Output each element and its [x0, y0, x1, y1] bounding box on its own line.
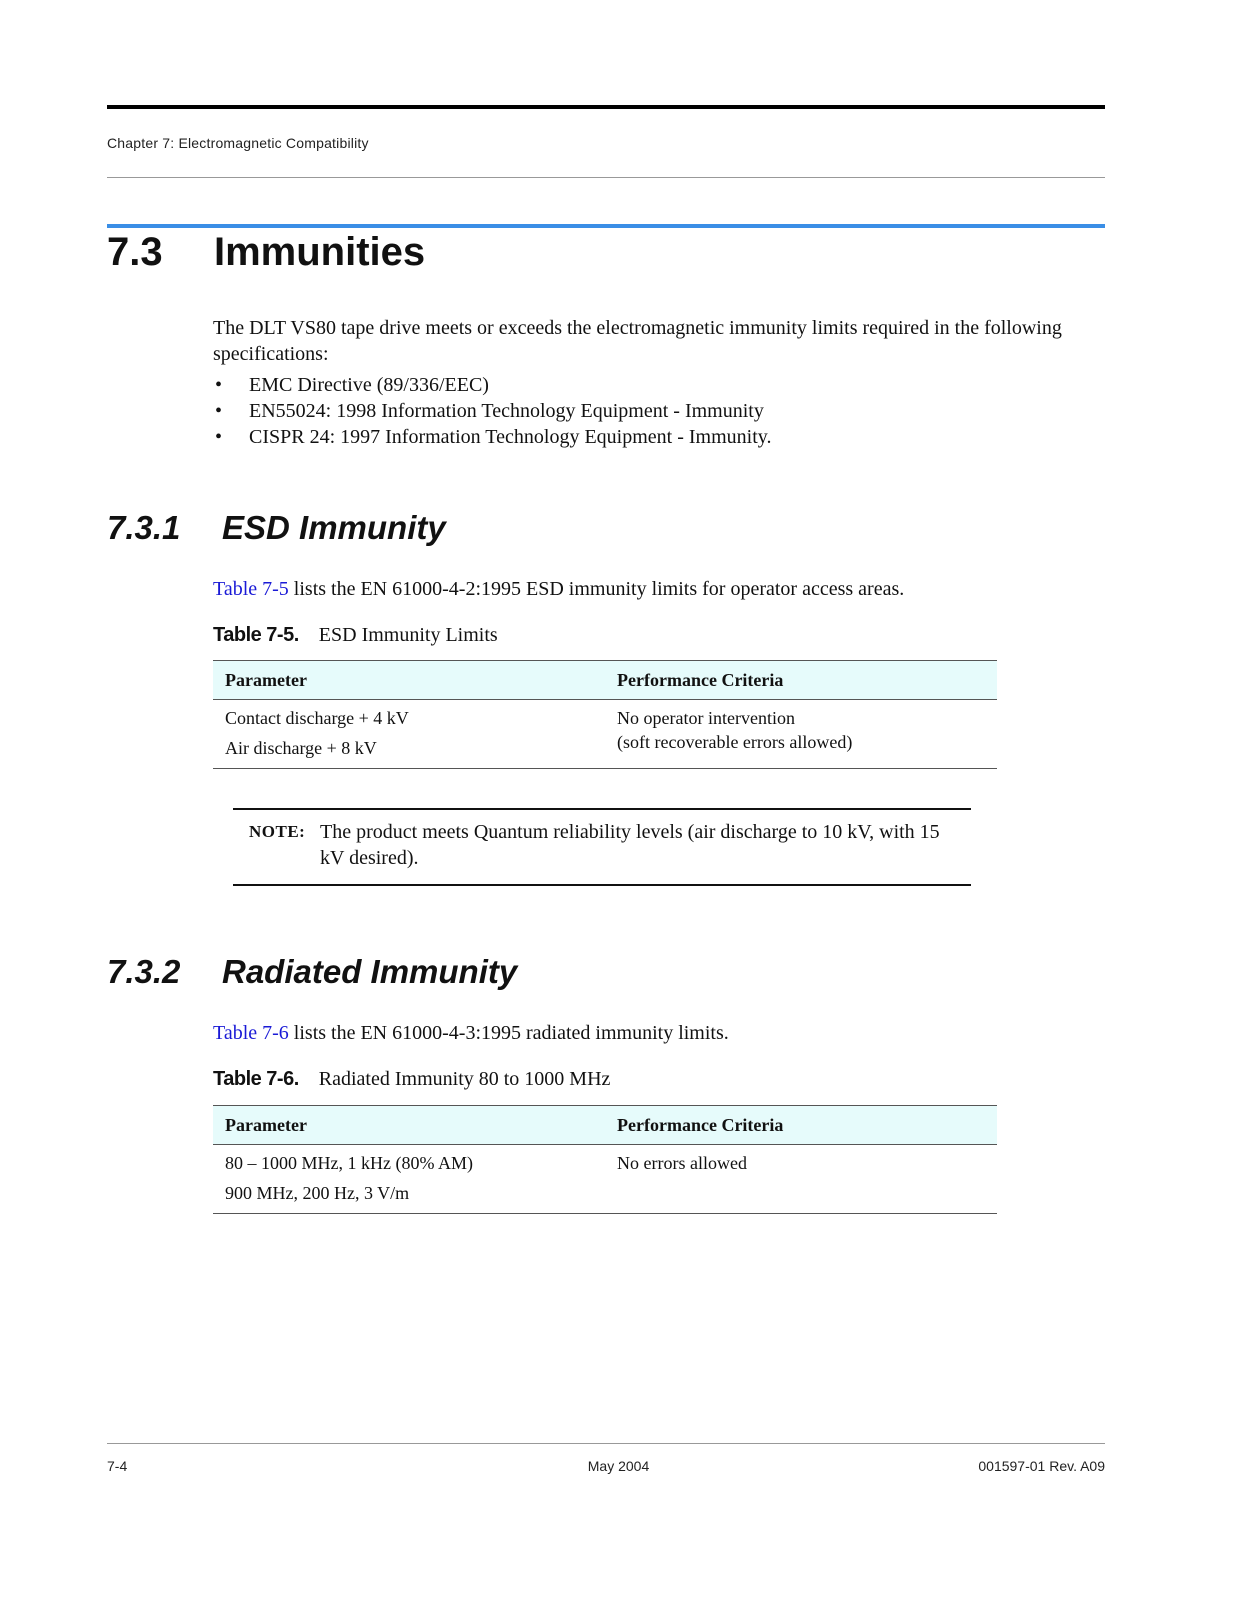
- list-item: • EN55024: 1998 Information Technology Equipment - Immunity: [213, 398, 771, 424]
- note-text: The product meets Quantum reliability levels (air discharge to 10 kV, with 15 kV desired).: [320, 821, 940, 869]
- spec-list: [213, 372, 771, 450]
- list-item: • CISPR 24: 1997 Information Technology Equipment - Immunity.: [213, 424, 771, 450]
- table-link[interactable]: Table 7-6: [213, 1022, 289, 1044]
- radiated-table: [213, 1105, 997, 1214]
- table-title: ESD Immunity Limits: [318, 624, 498, 646]
- section-number: 7.3: [107, 230, 163, 274]
- footer-date: May 2004: [587, 1458, 650, 1474]
- cell-line: 900 MHz, 200 Hz, 3 V/m: [225, 1183, 410, 1203]
- subsection-number: 7.3.2: [107, 953, 181, 990]
- document-id: 001597-01 Rev. A09: [978, 1458, 1105, 1474]
- table-caption: [213, 622, 498, 648]
- cell-line: Contact discharge + 4 kV: [225, 708, 409, 728]
- table-header-row: [213, 661, 997, 700]
- column-header: Performance Criteria: [605, 1106, 997, 1145]
- subsection-title: Radiated Immunity: [222, 953, 518, 990]
- esd-intro: [213, 576, 1073, 602]
- column-header: Performance Criteria: [605, 661, 997, 700]
- cell-line: No errors allowed: [617, 1153, 747, 1173]
- table-header-row: [213, 1106, 997, 1145]
- esd-table: [213, 660, 997, 769]
- radiated-intro-text: lists the EN 61000-4-3:1995 radiated immunity limits.: [288, 1022, 729, 1044]
- subsection-title: ESD Immunity: [222, 509, 446, 546]
- note: [249, 819, 959, 871]
- table-label: Table 7-5.: [213, 624, 299, 646]
- cell-line: No operator intervention: [617, 708, 795, 728]
- table-cell: [605, 700, 997, 769]
- table-row: [213, 1145, 997, 1214]
- note-box: [233, 808, 971, 886]
- header-rule: [107, 177, 1105, 178]
- section-heading: [107, 226, 425, 278]
- page-number: 7-4: [107, 1458, 128, 1474]
- top-rule: [107, 105, 1105, 109]
- column-header: Parameter: [213, 1106, 605, 1145]
- table-cell: [213, 700, 605, 769]
- section-intro: The DLT VS80 tape drive meets or exceeds the electromagnetic immunity limits required in the following specifications:: [213, 317, 1062, 365]
- table-row: [213, 700, 997, 769]
- subsection-number: 7.3.1: [107, 509, 181, 546]
- esd-intro-text: lists the EN 61000-4-2:1995 ESD immunity limits for operator access areas.: [288, 578, 905, 600]
- column-header: Parameter: [213, 661, 605, 700]
- cell-line: Air discharge + 8 kV: [225, 738, 377, 758]
- table-label: Table 7-6.: [213, 1068, 299, 1090]
- table-caption: [213, 1066, 610, 1092]
- cell-line: (soft recoverable errors allowed): [617, 732, 853, 752]
- cell-line: 80 – 1000 MHz, 1 kHz (80% AM): [225, 1153, 473, 1173]
- subsection-heading-radiated: [107, 950, 517, 994]
- running-head: Chapter 7: Electromagnetic Compatibility: [107, 135, 369, 151]
- footer-rule: [107, 1443, 1105, 1444]
- table-cell: [213, 1145, 605, 1214]
- table-cell: [605, 1145, 997, 1214]
- section-title: Immunities: [214, 230, 426, 274]
- radiated-intro: [213, 1020, 1073, 1046]
- table-link[interactable]: Table 7-5: [213, 578, 289, 600]
- note-label: NOTE:: [249, 822, 306, 841]
- table-title: Radiated Immunity 80 to 1000 MHz: [318, 1068, 611, 1090]
- list-item: • EMC Directive (89/336/EEC): [213, 372, 771, 398]
- subsection-heading-esd: [107, 506, 446, 550]
